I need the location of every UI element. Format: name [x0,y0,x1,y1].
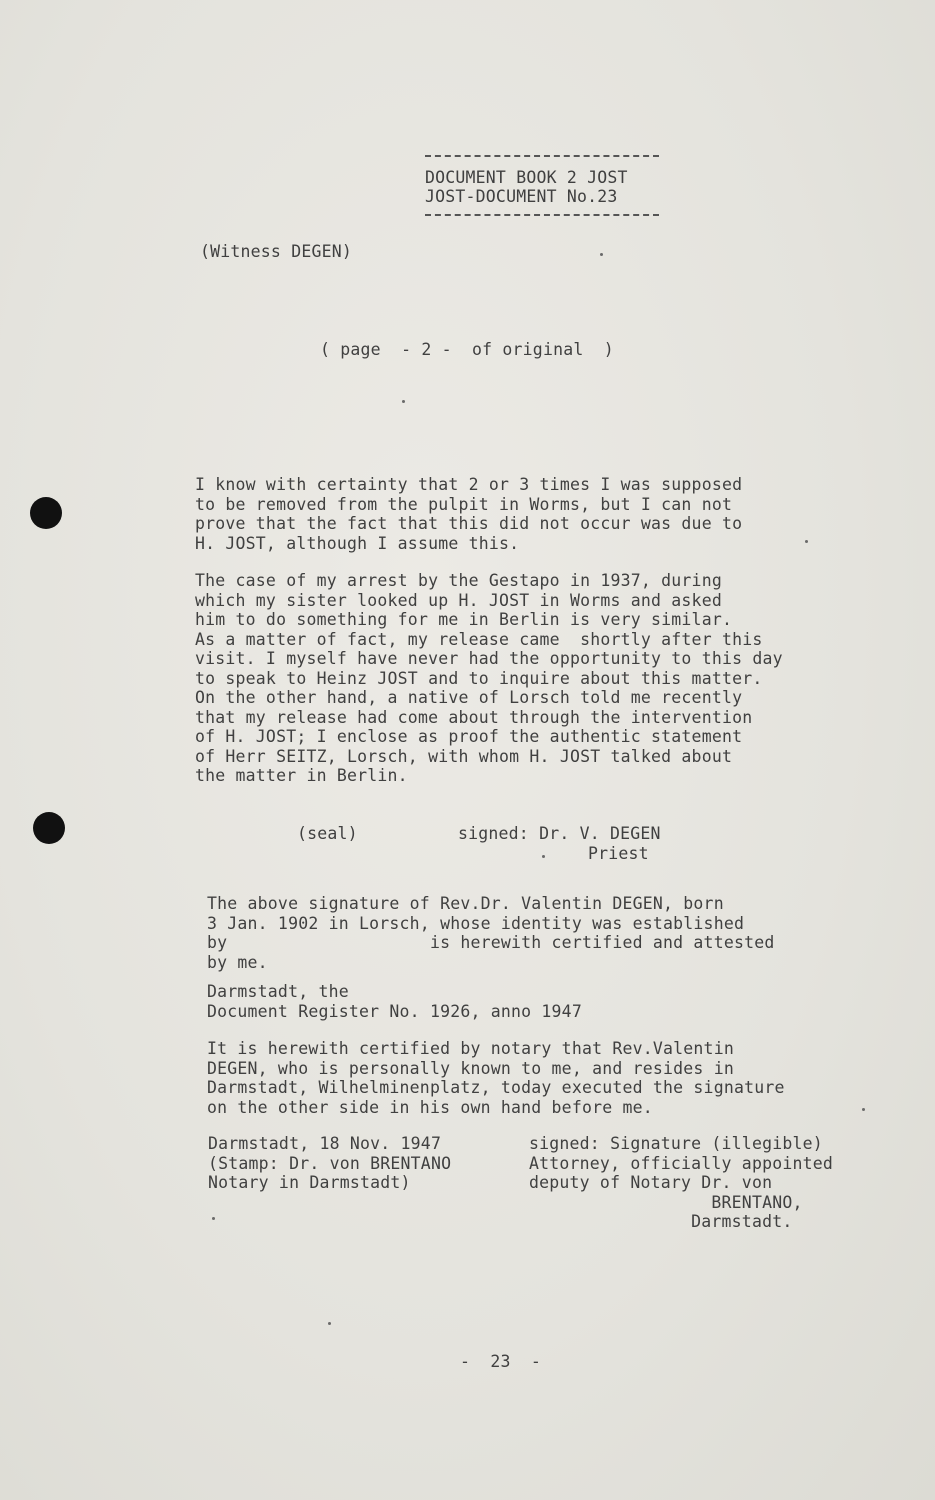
witness-signature: signed: Dr. V. DEGEN [458,824,661,843]
witness-title: Priest [588,844,649,863]
punch-hole [30,497,62,529]
page-number: - 23 - [460,1352,542,1371]
notary-signature-block: signed: Signature (illegible) Attorney, officially appointed deputy of Notary Dr. von BRENTANO, Darmstadt. [529,1134,834,1231]
original-page-reference: ( page - 2 - of original ) [320,340,614,359]
header-rule-top [425,155,659,157]
certification-paragraph-3: It is herewith certified by notary that Rev.Valentin DEGEN, who is personally known to me, and resides in Darmstadt, Wilhelminenplatz, today executed the signature on the other side in his own hand before me. [207,1039,785,1117]
witness-label: (Witness DEGEN) [200,242,353,261]
header-rule-bottom [425,214,659,216]
certification-paragraph-1: The above signature of Rev.Dr. Valentin DEGEN, born 3 Jan. 1902 in Lorsch, whose identity was established by is herewith certified and attested by me. [207,894,775,972]
document-book-title: DOCUMENT BOOK 2 JOST [425,168,628,187]
statement-paragraph-1: I know with certainty that 2 or 3 times I was supposed to be removed from the pulpit in Worms, but I can not prove that the fact that this did not occur was due to H. JOST, although I assume this. [195,475,743,553]
punch-hole [33,812,65,844]
seal-label: (seal) [297,824,358,843]
certification-paragraph-2: Darmstadt, the Document Register No. 1926, anno 1947 [207,982,582,1021]
notary-stamp-block: Darmstadt, 18 Nov. 1947 (Stamp: Dr. von BRENTANO Notary in Darmstadt) [208,1134,452,1192]
statement-paragraph-2: The case of my arrest by the Gestapo in 1937, during which my sister looked up H. JOST in Worms and asked him to do something for me in Berlin is very similar. As a matter of fact, my release came shortly after this visit. I myself have never had the opportunity to this day to speak to Heinz JOST and to inquire about this matter. On the other hand, a native of Lorsch told me recently that my release had come about through the intervention of H. JOST; I enclose as proof the authentic statement of Herr SEITZ, Lorsch, with whom H. JOST talked about the matter in Berlin. [195,571,783,785]
document-number: JOST-DOCUMENT No.23 [425,187,618,206]
